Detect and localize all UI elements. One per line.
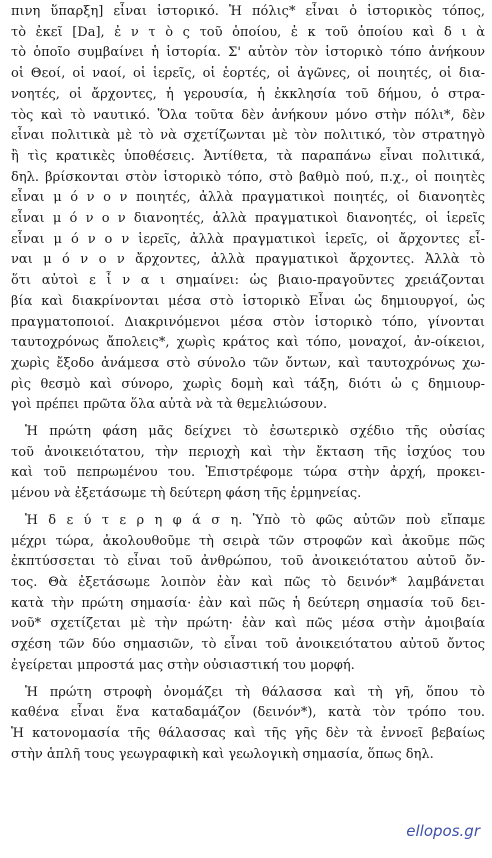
- text-line: τοῦ ἀνοικειότατου, τὴν περιοχὴ καὶ τὴν ἔκταση τῆς ἰσχύος του: [11, 444, 485, 460]
- ellopos-watermark: ellopos.gr: [406, 822, 480, 840]
- text-line: πραγματοποιοί. Διακρινόμενοι μέσα στὸν ἱστορικὸ τόπο, γίνονται: [11, 314, 485, 330]
- text-line: καὶ τοῦ πεπρωμένου του. Ἐπιστρέφομε τώρα στὴν ἀρχή, προκει-: [11, 465, 485, 481]
- text-line: εἶναι μ ό ν ο ν ποιητές, ἀλλὰ πραγματικοὶ ποιητές, οἱ διανοητὲς: [11, 190, 485, 206]
- text-line: νοητές, οἱ ἄρχοντες, ἡ γερουσία, ἡ ἐκκλησία τοῦ δήμου, ὁ στρα-: [11, 86, 485, 102]
- text-line: τος. Θὰ ἐξετάσωμε λοιπὸν ἐὰν καὶ πῶς τὸ δεινόν* λαμβάνεται: [11, 574, 485, 590]
- text-line: δηλ. βρίσκονται στὸν ἱστορικὸ τόπο, στὸ βαθμὸ πού, π.χ., οἱ ποιητὲς: [11, 169, 485, 185]
- text-line: γοὶ πρέπει πρῶτα ὅλα αὐτὰ νὰ τὰ θεμελιώσουν.: [11, 397, 328, 413]
- text-line: Ἡ κατονομασία τῆς θάλασσας καὶ τῆς γῆς δὲν τὰ ἐννοεῖ βεβαίως: [11, 725, 485, 741]
- text-line: στὴν ἁπλῆ τους γεωγραφικὴ καὶ γεωλογικὴ σημασία, ὅπως δηλ.: [11, 746, 434, 762]
- text-line: πινη ὕπαρξη] εἶναι ἱστορικό. Ἡ πόλις* εἶναι ὁ ἱστορικὸς τόπος,: [11, 4, 485, 19]
- text-line: ναι μ ό ν ο ν ἄρχοντες, ἀλλὰ πραγματικοὶ ἄρχοντες. Ἀλλὰ τὸ: [11, 252, 485, 268]
- text-line: εἶναι μ ό ν ο ν διανοητές, ἀλλὰ πραγματικοὶ διανοητές, οἱ ἱερεῖς: [11, 211, 485, 227]
- text-line: ρὶς θεσμὸ καὶ σύνορο, χωρὶς δομὴ καὶ τάξη, διότι ὡ ς δημιουρ-: [11, 376, 485, 392]
- text-line: τὸς καὶ τὸ ναυτικό. Ὅλα τοῦτα δὲν ἀνήκουν μόνο στὴν πόλι*, δὲν: [11, 107, 485, 123]
- text-line: κατὰ τὴν πρώτη σημασία· ἐὰν καὶ πῶς ἡ δεύτερη σημασία τοῦ δει-: [11, 595, 485, 611]
- text-line: Ἡ πρώτη στροφὴ ὀνομάζει τὴ θάλασσα καὶ τὴ γῆ, ὅπου τὸ: [25, 684, 485, 700]
- text-line: ἐγείρεται μπροστά μας στὴν οὐσιαστική του μορφή.: [11, 657, 355, 673]
- text-line: τὸ ὁποῖο συμβαίνει ἡ ἱστορία. Σ' αὐτὸν τὸν ἱστορικὸ τόπο ἀνήκουν: [11, 45, 485, 61]
- text-line: χωρὶς ἔξοδο ἀνάμεσα στὸ σύνολο τῶν ὄντων, καὶ ταυτοχρόνως χω-: [11, 355, 485, 371]
- text-line: Ἡ δ ε ύ τ ε ρ η φ ά σ η. Ὑπὸ τὸ φῶς αὐτῶν ποὺ εἴπαμε: [25, 512, 485, 528]
- text-line: Ἡ πρώτη φάση μᾶς δείχνει τὸ ἐσωτερικὸ σχέδιο τῆς οὐσίας: [25, 424, 485, 440]
- text-line: ἐκπτύσσεται τὸ εἶναι τοῦ ἀνθρώπου, τοῦ ἀνοικειότατου αὐτοῦ ὄν-: [11, 554, 485, 570]
- text-line: νοῦ* σχετίζεται μὲ τὴν πρώτη· ἐὰν καὶ πῶς μέσα στὴν ἀμοιβαία: [11, 616, 485, 632]
- text-line: βία καὶ διακρίνονται μέσα στὸ ἱστορικὸ Εἶναι ὡς δημιουργοί, ὡς: [11, 293, 485, 309]
- text-line: εἶναι μ ό ν ο ν ἱερεῖς, ἀλλὰ πραγματικοὶ ἱερεῖς, οἱ ἄρχοντες εἶ-: [11, 231, 485, 247]
- text-line: μέχρι τώρα, ἀκολουθοῦμε τὴ σειρὰ τῶν στροφῶν καὶ ἀκοῦμε πῶς: [11, 533, 485, 549]
- text-line: ταυτοχρόνως ἄπολεις*, χωρὶς κράτος καὶ τόπο, μοναχοί, ἀν-οίκειοι,: [11, 335, 485, 351]
- text-line: σχέση τῶν δύο σημασιῶν, τὸ εἶναι τοῦ ἀνοικειότατου αὐτοῦ ὄντος: [11, 637, 485, 653]
- text-line: ἢ τὶς κρατικὲς ὑποθέσεις. Ἀντίθετα, τὰ παραπάνω εἶναι πολιτικά,: [11, 148, 485, 164]
- text-line: καθένα εἶναι ἕνα καταδαμάζον (δεινόν*), κατὰ τὸν τρόπο του.: [11, 705, 485, 721]
- body-text: [11, 2, 485, 765]
- text-line: τὸ ἐκεῖ [Da], ἐ ν τ ὸ ς τοῦ ὁποίου, ἐ κ τοῦ ὁποίου καὶ δ ι ὰ: [11, 24, 485, 40]
- text-line: μένου νὰ ἐξετάσωμε τὴ δεύτερη φάση τῆς ἑρμηνείας.: [11, 486, 362, 502]
- text-line: ὅτι αὐτοὶ ε ἶ ν α ι σημαίνει: ὡς βιαιο-πραγοῦντες χρειάζονται: [11, 273, 485, 289]
- text-line: εἶναι πολιτικὰ μὲ τὸ νὰ σχετίζωνται μὲ τὸν πολιτικό, τὸν στρατηγὸ: [11, 128, 485, 144]
- text-line: οἱ Θεοί, οἱ ναοί, οἱ ἱερεῖς, οἱ ἑορτές, οἱ ἀγῶνες, οἱ ποιητές, οἱ δια-: [11, 66, 485, 82]
